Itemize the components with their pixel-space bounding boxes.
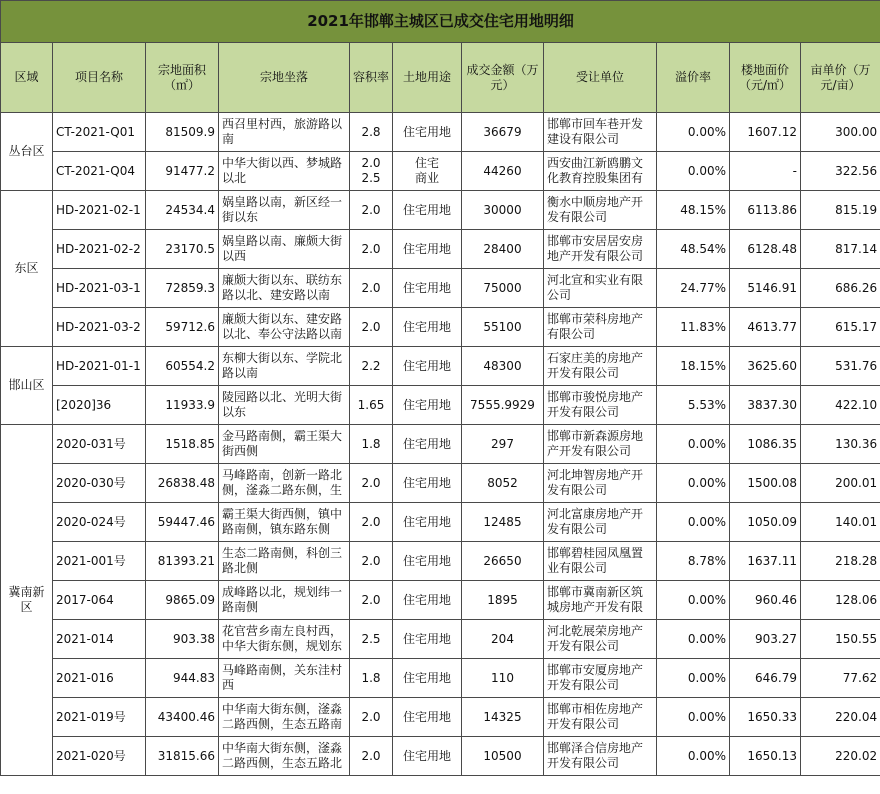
mu-price-cell: 220.02 — [801, 737, 880, 776]
premium-cell: 8.78% — [657, 542, 730, 581]
price-cell: 1895 — [462, 581, 544, 620]
project-cell: 2020-030号 — [53, 464, 146, 503]
buyer-cell: 邯郸市回车巷开发建设有限公司 — [544, 113, 657, 152]
location-cell: 东柳大街以东、学院北路以南 — [219, 347, 350, 386]
mu-price-cell: 686.26 — [801, 269, 880, 308]
location-cell: 马峰路南侧，关东洼村西 — [219, 659, 350, 698]
table-title: 2021年邯郸主城区已成交住宅用地明细 — [1, 1, 880, 43]
far-cell: 2.0 — [350, 737, 393, 776]
project-cell: 2020-031号 — [53, 425, 146, 464]
district-cell: 冀南新区 — [1, 425, 53, 776]
area-cell: 72859.3 — [146, 269, 219, 308]
buyer-cell: 邯郸泽合信房地产开发有限公司 — [544, 737, 657, 776]
usage-cell: 住宅用地 — [393, 503, 462, 542]
header-row — [1, 43, 880, 113]
table-row — [1, 425, 880, 464]
area-cell: 43400.46 — [146, 698, 219, 737]
usage-cell: 住宅用地 — [393, 464, 462, 503]
mu-price-cell: 77.62 — [801, 659, 880, 698]
buyer-cell: 邯郸市安居居安房地产开发有限公司 — [544, 230, 657, 269]
usage-cell: 住宅用地 — [393, 737, 462, 776]
floor-price-cell: 4613.77 — [730, 308, 801, 347]
district-cell: 邯山区 — [1, 347, 53, 425]
usage-cell: 住宅用地 — [393, 113, 462, 152]
premium-cell: 18.15% — [657, 347, 730, 386]
price-cell: 36679 — [462, 113, 544, 152]
premium-cell: 0.00% — [657, 113, 730, 152]
header-location: 宗地坐落 — [219, 43, 350, 113]
project-cell: CT-2021-Q04 — [53, 152, 146, 191]
header-floor-price: 楼地面价（元/㎡） — [730, 43, 801, 113]
table-row — [1, 347, 880, 386]
usage-cell: 住宅用地 — [393, 347, 462, 386]
far-cell: 2.0 — [350, 581, 393, 620]
price-cell: 8052 — [462, 464, 544, 503]
far-cell: 2.0 — [350, 308, 393, 347]
far-cell: 1.8 — [350, 425, 393, 464]
far-cell: 2.0 2.5 — [350, 152, 393, 191]
premium-cell: 48.15% — [657, 191, 730, 230]
buyer-cell: 石家庄美的房地产开发有限公司 — [544, 347, 657, 386]
price-cell: 204 — [462, 620, 544, 659]
mu-price-cell: 150.55 — [801, 620, 880, 659]
floor-price-cell: 6128.48 — [730, 230, 801, 269]
far-cell: 2.0 — [350, 503, 393, 542]
usage-cell: 住宅用地 — [393, 620, 462, 659]
premium-cell: 0.00% — [657, 152, 730, 191]
mu-price-cell: 422.10 — [801, 386, 880, 425]
table-row — [1, 113, 880, 152]
price-cell: 30000 — [462, 191, 544, 230]
usage-cell: 住宅用地 — [393, 191, 462, 230]
area-cell: 60554.2 — [146, 347, 219, 386]
project-cell: 2020-024号 — [53, 503, 146, 542]
location-cell: 廉颇大街以东、联纺东路以北、建安路以南 — [219, 269, 350, 308]
mu-price-cell: 322.56 — [801, 152, 880, 191]
location-cell: 马峰路南，创新一路北侧，滏淼二路东侧，生 — [219, 464, 350, 503]
area-cell: 24534.4 — [146, 191, 219, 230]
floor-price-cell: 6113.86 — [730, 191, 801, 230]
far-cell: 2.0 — [350, 230, 393, 269]
floor-price-cell: 646.79 — [730, 659, 801, 698]
header-project: 项目名称 — [53, 43, 146, 113]
project-cell: 2021-020号 — [53, 737, 146, 776]
far-cell: 2.0 — [350, 191, 393, 230]
floor-price-cell: 3625.60 — [730, 347, 801, 386]
usage-cell: 住宅用地 — [393, 581, 462, 620]
floor-price-cell: 1650.33 — [730, 698, 801, 737]
area-cell: 11933.9 — [146, 386, 219, 425]
district-cell: 东区 — [1, 191, 53, 347]
project-cell: [2020]36 — [53, 386, 146, 425]
header-mu-price: 亩单价（万元/亩） — [801, 43, 880, 113]
premium-cell: 11.83% — [657, 308, 730, 347]
table-body — [1, 113, 880, 776]
floor-price-cell: 1050.09 — [730, 503, 801, 542]
buyer-cell: 衡水中顺房地产开发有限公司 — [544, 191, 657, 230]
price-cell: 110 — [462, 659, 544, 698]
buyer-cell: 河北富康房地产开发有限公司 — [544, 503, 657, 542]
mu-price-cell: 817.14 — [801, 230, 880, 269]
usage-cell: 住宅用地 — [393, 425, 462, 464]
location-cell: 娲皇路以南、廉颇大街以西 — [219, 230, 350, 269]
price-cell: 7555.9929 — [462, 386, 544, 425]
premium-cell: 48.54% — [657, 230, 730, 269]
buyer-cell: 邯郸碧桂园凤凰置业有限公司 — [544, 542, 657, 581]
header-premium: 溢价率 — [657, 43, 730, 113]
project-cell: 2021-001号 — [53, 542, 146, 581]
area-cell: 81509.9 — [146, 113, 219, 152]
table-row — [1, 698, 880, 737]
project-cell: 2017-064 — [53, 581, 146, 620]
area-cell: 81393.21 — [146, 542, 219, 581]
price-cell: 297 — [462, 425, 544, 464]
mu-price-cell: 615.17 — [801, 308, 880, 347]
far-cell: 2.0 — [350, 542, 393, 581]
price-cell: 10500 — [462, 737, 544, 776]
floor-price-cell: 1500.08 — [730, 464, 801, 503]
floor-price-cell: 1637.11 — [730, 542, 801, 581]
far-cell: 2.0 — [350, 698, 393, 737]
buyer-cell: 邯郸市相佐房地产开发有限公司 — [544, 698, 657, 737]
table-row — [1, 386, 880, 425]
project-cell: HD-2021-02-2 — [53, 230, 146, 269]
mu-price-cell: 220.04 — [801, 698, 880, 737]
premium-cell: 0.00% — [657, 698, 730, 737]
price-cell: 44260 — [462, 152, 544, 191]
table-row — [1, 464, 880, 503]
far-cell: 2.5 — [350, 620, 393, 659]
table-row — [1, 581, 880, 620]
far-cell: 1.8 — [350, 659, 393, 698]
district-cell: 丛台区 — [1, 113, 53, 191]
far-cell: 2.2 — [350, 347, 393, 386]
usage-cell: 住宅用地 — [393, 308, 462, 347]
table-row — [1, 659, 880, 698]
buyer-cell: 河北坤智房地产开发有限公司 — [544, 464, 657, 503]
mu-price-cell: 531.76 — [801, 347, 880, 386]
header-area: 宗地面积（㎡） — [146, 43, 219, 113]
project-cell: HD-2021-02-1 — [53, 191, 146, 230]
table-row — [1, 230, 880, 269]
location-cell: 中华南大街东侧，滏淼二路西侧，生态五路南 — [219, 698, 350, 737]
project-cell: 2021-019号 — [53, 698, 146, 737]
buyer-cell: 邯郸市骏悦房地产开发有限公司 — [544, 386, 657, 425]
mu-price-cell: 128.06 — [801, 581, 880, 620]
area-cell: 91477.2 — [146, 152, 219, 191]
buyer-cell: 邯郸市安厦房地产开发有限公司 — [544, 659, 657, 698]
header-district: 区域 — [1, 43, 53, 113]
header-far: 容积率 — [350, 43, 393, 113]
location-cell: 成峰路以北，规划纬一路南侧 — [219, 581, 350, 620]
mu-price-cell: 815.19 — [801, 191, 880, 230]
far-cell: 2.0 — [350, 464, 393, 503]
header-buyer: 受让单位 — [544, 43, 657, 113]
table-row — [1, 737, 880, 776]
project-cell: HD-2021-01-1 — [53, 347, 146, 386]
usage-cell: 住宅用地 — [393, 269, 462, 308]
price-cell: 26650 — [462, 542, 544, 581]
far-cell: 2.0 — [350, 269, 393, 308]
table-row — [1, 308, 880, 347]
project-cell: 2021-014 — [53, 620, 146, 659]
price-cell: 75000 — [462, 269, 544, 308]
area-cell: 59447.46 — [146, 503, 219, 542]
buyer-cell: 河北乾展荣房地产开发有限公司 — [544, 620, 657, 659]
area-cell: 9865.09 — [146, 581, 219, 620]
floor-price-cell: - — [730, 152, 801, 191]
usage-cell: 住宅用地 — [393, 659, 462, 698]
mu-price-cell: 200.01 — [801, 464, 880, 503]
buyer-cell: 邯郸市新森源房地产开发有限公司 — [544, 425, 657, 464]
area-cell: 944.83 — [146, 659, 219, 698]
floor-price-cell: 1650.13 — [730, 737, 801, 776]
mu-price-cell: 300.00 — [801, 113, 880, 152]
area-cell: 23170.5 — [146, 230, 219, 269]
mu-price-cell: 130.36 — [801, 425, 880, 464]
premium-cell: 24.77% — [657, 269, 730, 308]
premium-cell: 5.53% — [657, 386, 730, 425]
table-row — [1, 191, 880, 230]
location-cell: 金马路南侧，霸王渠大街西侧 — [219, 425, 350, 464]
floor-price-cell: 1086.35 — [730, 425, 801, 464]
location-cell: 娲皇路以南，新区经一街以东 — [219, 191, 350, 230]
price-cell: 28400 — [462, 230, 544, 269]
header-usage: 土地用途 — [393, 43, 462, 113]
location-cell: 中华南大街东侧，滏淼二路西侧，生态五路北 — [219, 737, 350, 776]
floor-price-cell: 903.27 — [730, 620, 801, 659]
floor-price-cell: 1607.12 — [730, 113, 801, 152]
project-cell: 2021-016 — [53, 659, 146, 698]
area-cell: 59712.6 — [146, 308, 219, 347]
project-cell: HD-2021-03-1 — [53, 269, 146, 308]
location-cell: 西召里村西，旅游路以南 — [219, 113, 350, 152]
buyer-cell: 西安曲江新鸥鹏文化教育控股集团有 — [544, 152, 657, 191]
premium-cell: 0.00% — [657, 464, 730, 503]
location-cell: 中华大街以西、梦城路以北 — [219, 152, 350, 191]
floor-price-cell: 960.46 — [730, 581, 801, 620]
project-cell: CT-2021-Q01 — [53, 113, 146, 152]
usage-cell: 住宅用地 — [393, 230, 462, 269]
price-cell: 14325 — [462, 698, 544, 737]
area-cell: 903.38 — [146, 620, 219, 659]
table-row — [1, 152, 880, 191]
floor-price-cell: 3837.30 — [730, 386, 801, 425]
price-cell: 12485 — [462, 503, 544, 542]
mu-price-cell: 218.28 — [801, 542, 880, 581]
header-price: 成交金额（万元） — [462, 43, 544, 113]
location-cell: 生态二路南侧，科创三路北侧 — [219, 542, 350, 581]
location-cell: 陵园路以北、光明大街以东 — [219, 386, 350, 425]
location-cell: 廉颇大街以东、建安路以北、奉公守法路以南 — [219, 308, 350, 347]
usage-cell: 住宅用地 — [393, 386, 462, 425]
table-row — [1, 542, 880, 581]
premium-cell: 0.00% — [657, 737, 730, 776]
table-row — [1, 269, 880, 308]
location-cell: 霸王渠大街西侧，镇中路南侧，镇东路东侧 — [219, 503, 350, 542]
far-cell: 1.65 — [350, 386, 393, 425]
area-cell: 31815.66 — [146, 737, 219, 776]
premium-cell: 0.00% — [657, 425, 730, 464]
usage-cell: 住宅 商业 — [393, 152, 462, 191]
premium-cell: 0.00% — [657, 581, 730, 620]
price-cell: 48300 — [462, 347, 544, 386]
location-cell: 花官营乡南左良村西，中华大街东侧，规划东 — [219, 620, 350, 659]
buyer-cell: 邯郸市荣科房地产有限公司 — [544, 308, 657, 347]
area-cell: 26838.48 — [146, 464, 219, 503]
buyer-cell: 邯郸市冀南新区筑城房地产开发有限 — [544, 581, 657, 620]
usage-cell: 住宅用地 — [393, 698, 462, 737]
buyer-cell: 河北宣和实业有限公司 — [544, 269, 657, 308]
premium-cell: 0.00% — [657, 620, 730, 659]
usage-cell: 住宅用地 — [393, 542, 462, 581]
premium-cell: 0.00% — [657, 503, 730, 542]
price-cell: 55100 — [462, 308, 544, 347]
table-row — [1, 503, 880, 542]
mu-price-cell: 140.01 — [801, 503, 880, 542]
floor-price-cell: 5146.91 — [730, 269, 801, 308]
area-cell: 1518.85 — [146, 425, 219, 464]
premium-cell: 0.00% — [657, 659, 730, 698]
far-cell: 2.8 — [350, 113, 393, 152]
table-row — [1, 620, 880, 659]
project-cell: HD-2021-03-2 — [53, 308, 146, 347]
